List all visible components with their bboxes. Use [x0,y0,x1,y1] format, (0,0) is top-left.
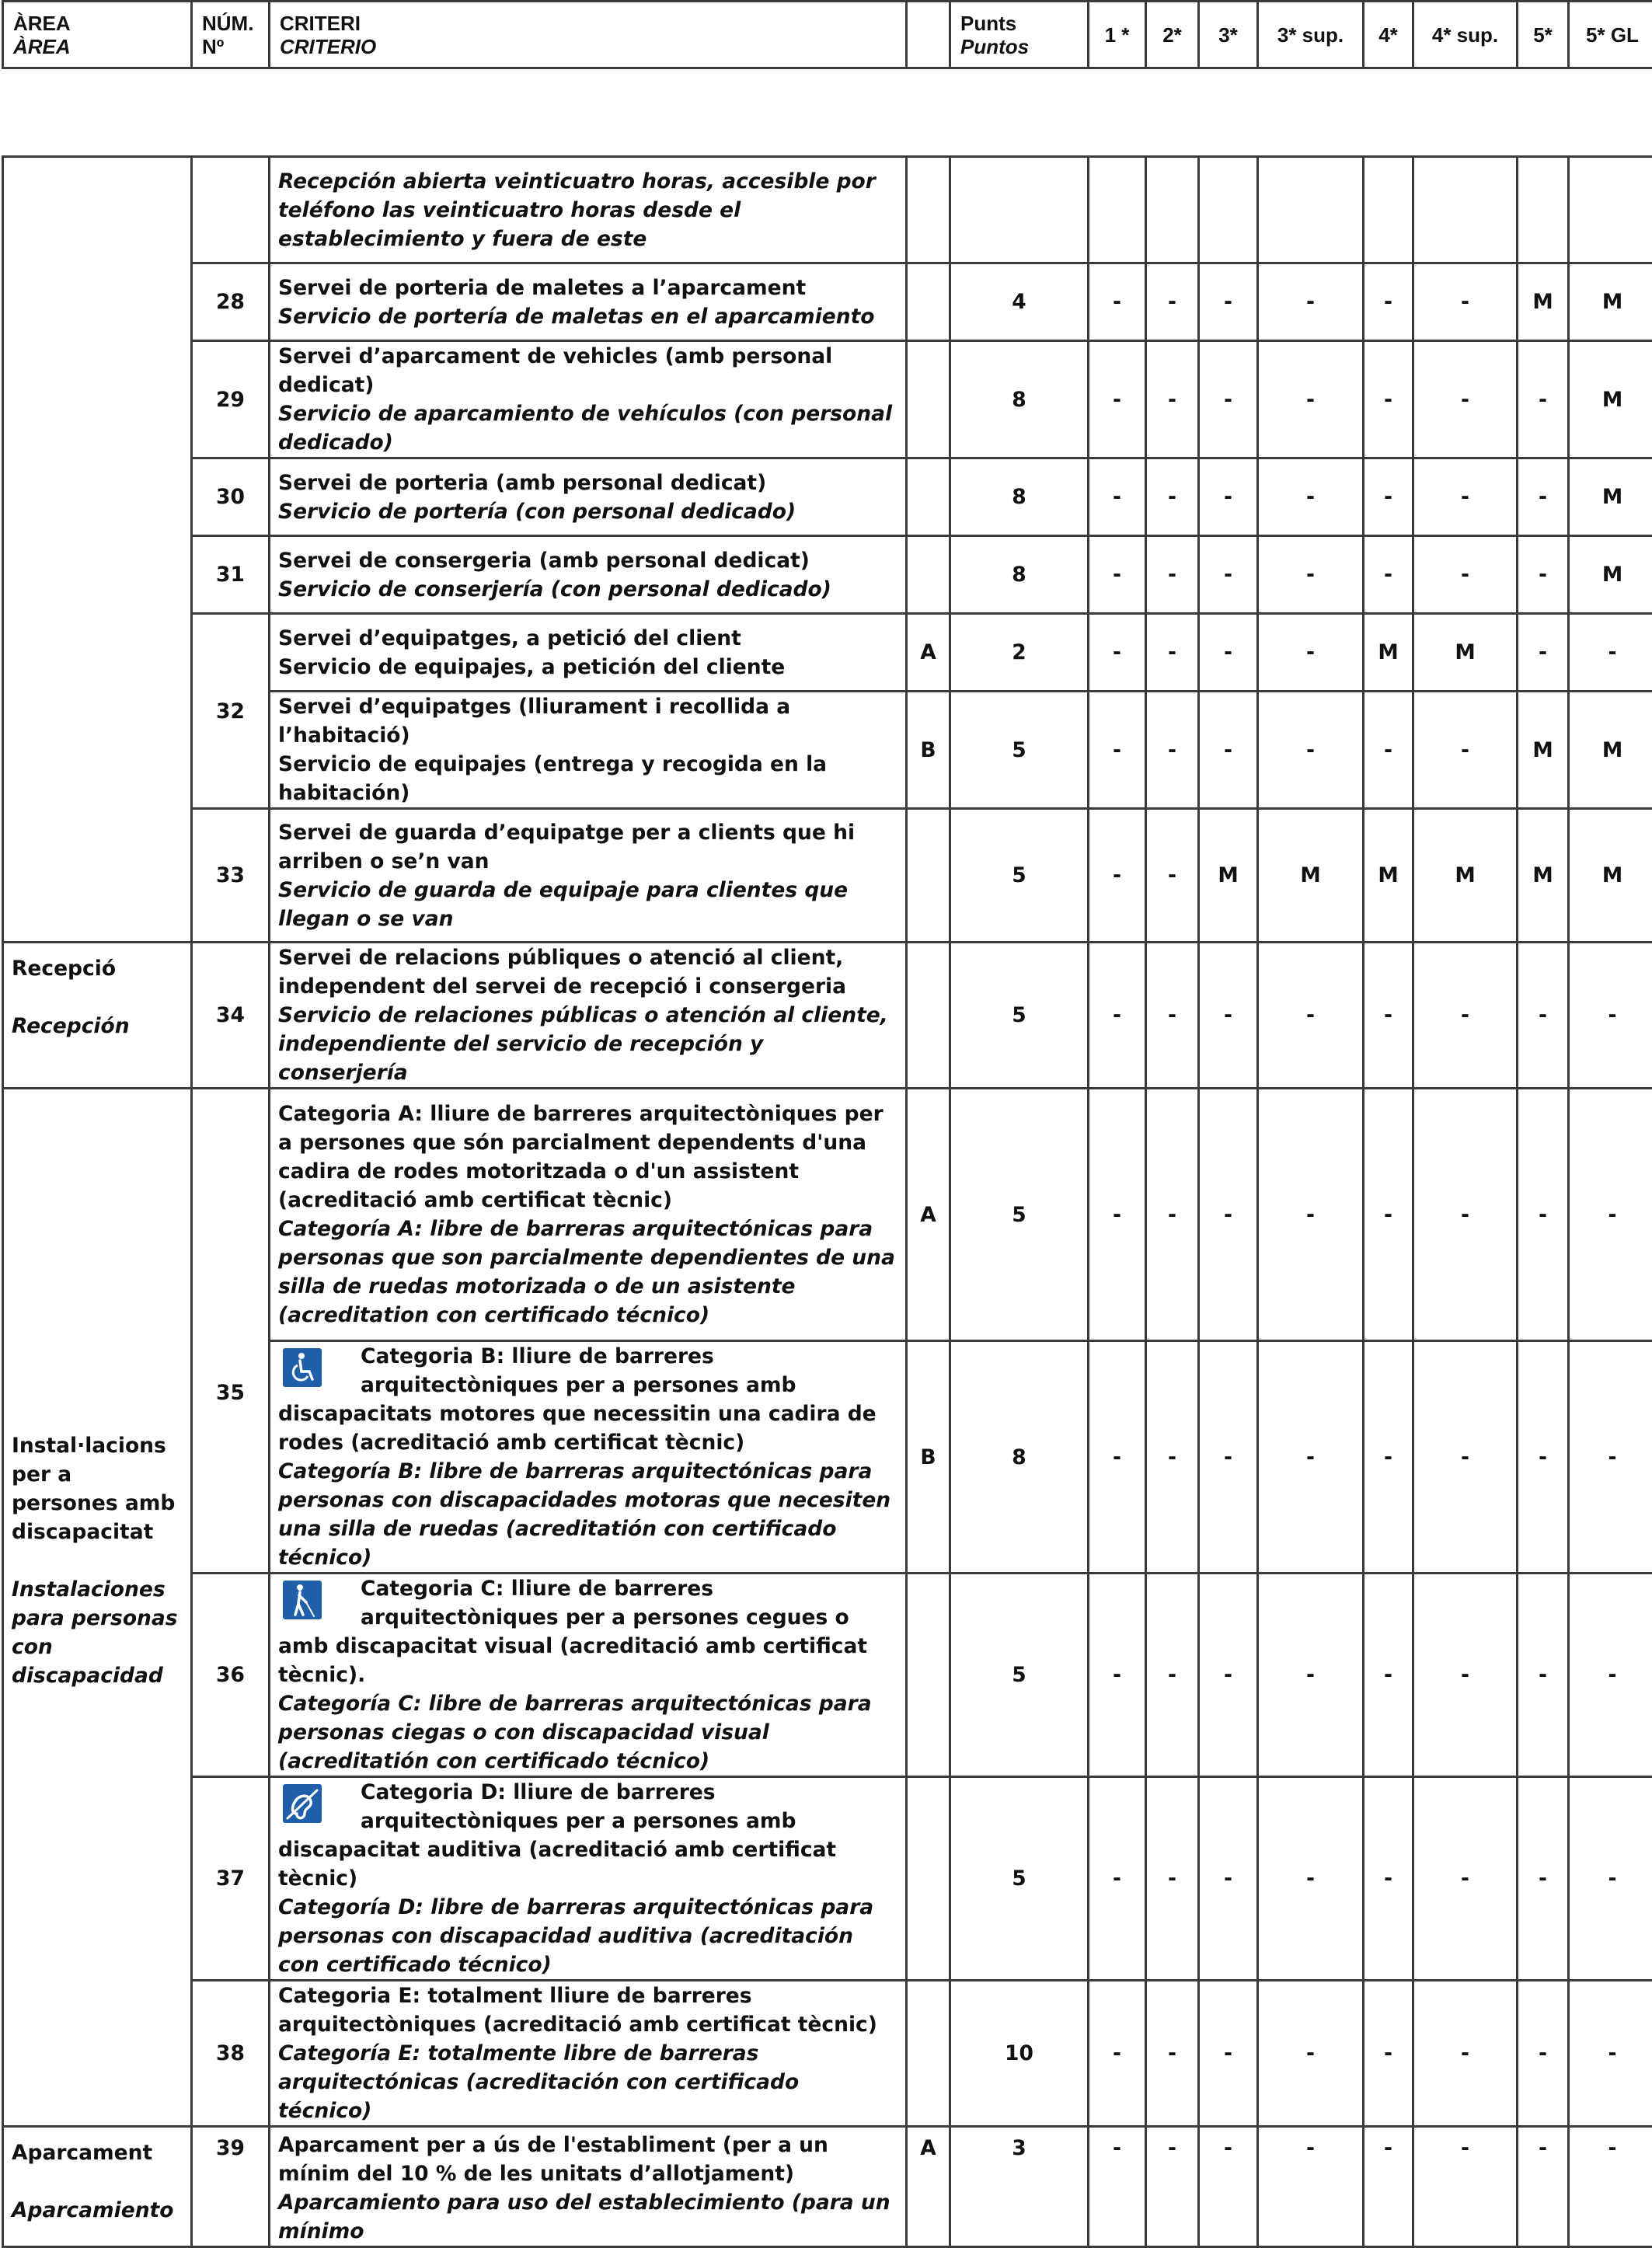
level-mark [1364,157,1413,263]
level-mark: - [1518,1574,1569,1777]
sub-category [907,458,950,536]
area-empty [3,157,192,943]
criterion-es: Servicio de equipajes (entrega y recogida en la habitación) [278,750,897,807]
header-star-3: 3* [1199,2,1258,68]
level-mark: - [1518,943,1569,1089]
table-row [3,1574,1652,1777]
header-num-ca: NÚM. [202,12,253,35]
level-mark: - [1146,341,1199,458]
criterion-ca: Servei d’aparcament de vehicles (amb personal dedicat) [278,342,897,399]
level-mark: - [1569,1089,1652,1341]
points-value: 5 [950,1574,1089,1777]
level-mark: - [1364,943,1413,1089]
level-mark: M [1569,536,1652,614]
level-mark: M [1518,692,1569,809]
sub-category [907,263,950,341]
criterion-text [270,1089,907,1341]
sub-category [907,536,950,614]
header-crit-ca: CRITERI [280,12,361,35]
level-mark: - [1146,1089,1199,1341]
table-row [3,341,1652,458]
level-mark: - [1258,614,1364,692]
criterion-es: Categoría A: libre de barreras arquitectónicas para personas que son parcialmente dependientes de una silla de ruedas motorizada o de un asistente (acreditation con certificado técnico) [278,1215,897,1330]
criterion-text [270,341,907,458]
level-mark: - [1258,2127,1364,2247]
level-mark: - [1089,341,1146,458]
criterion-es: Categoría C: libre de barreras arquitectónicas para personas ciegas o con discapacidad visual (acreditatión con certificado técnico) [278,1689,897,1776]
row-number [192,157,270,263]
level-mark: - [1146,458,1199,536]
area-reception-ca: Recepció [12,954,183,983]
wheelchair-icon [283,1348,322,1387]
table-row [3,943,1652,1089]
level-mark: - [1089,614,1146,692]
points-value: 3 [950,2127,1089,2247]
points-value: 8 [950,341,1089,458]
level-mark: - [1089,1341,1146,1574]
criterion-es: Categoría D: libre de barreras arquitectónicas para personas con discapacidad auditiva (acreditación con certificado técnico) [278,1893,897,1979]
header-star-4-sup: 4* sup. [1413,2,1518,68]
criterion-text [270,2127,907,2247]
level-mark: - [1199,614,1258,692]
area-disability [3,1089,192,2127]
level-mark [1146,157,1199,263]
level-mark: - [1199,1089,1258,1341]
sub-category: B [907,692,950,809]
points-value: 8 [950,1341,1089,1574]
level-mark: - [1258,1089,1364,1341]
level-mark: - [1569,1574,1652,1777]
level-mark: - [1258,943,1364,1089]
level-mark: - [1364,263,1413,341]
level-mark: - [1089,943,1146,1089]
header-num-es: Nº [202,35,224,58]
level-mark: - [1413,341,1518,458]
level-mark: M [1518,263,1569,341]
hearing-loop-icon [283,1784,322,1823]
criterion-text [270,1341,907,1574]
level-mark: - [1413,943,1518,1089]
area-reception-es: Recepción [12,1012,183,1040]
header-star-5-gl: 5* GL [1569,2,1652,68]
sub-category [907,157,950,263]
level-mark [1199,157,1258,263]
level-mark: - [1146,536,1199,614]
criteria-table [2,155,1652,2248]
level-mark: - [1518,1777,1569,1981]
points-value [950,157,1089,263]
sub-category [907,809,950,943]
level-mark: - [1258,263,1364,341]
points-value: 5 [950,1777,1089,1981]
criterion-es: Recepción abierta veinticuatro horas, accesible por teléfono las veinticuatro horas desde el establecimiento y fuera de este [278,167,897,253]
level-mark: - [1199,1341,1258,1574]
level-mark: M [1569,341,1652,458]
criterion-es: Servicio de equipajes, a petición del cliente [278,653,897,681]
level-mark: M [1199,809,1258,943]
table-row [3,1089,1652,1341]
table-row [3,809,1652,943]
header-star-4: 4* [1364,2,1413,68]
header-criteria [270,2,907,68]
table-row [3,458,1652,536]
criterion-text [270,1777,907,1981]
level-mark: - [1569,2127,1652,2247]
criterion-ca: Categoria C: lliure de barreres arquitectòniques per a persones cegues o amb discapacitat visual (acreditació amb certificat tècnic). [278,1574,897,1689]
level-mark: - [1146,943,1199,1089]
level-mark: - [1089,1089,1146,1341]
level-mark: - [1364,692,1413,809]
criterion-ca: Categoria E: totalment lliure de barreres arquitectòniques (acreditació amb certificat tècnic) [278,1981,897,2039]
level-mark: - [1518,536,1569,614]
sub-category [907,943,950,1089]
level-mark: - [1258,458,1364,536]
table-row [3,1777,1652,1981]
sub-category: B [907,1341,950,1574]
criterion-text [270,157,907,263]
level-mark: - [1413,1341,1518,1574]
criterion-es: Aparcamiento para uso del establecimiento (para un mínimo [278,2188,897,2246]
row-number: 29 [192,341,270,458]
sub-category [907,341,950,458]
level-mark: - [1413,2127,1518,2247]
area-parking-ca: Aparcament [12,2138,183,2167]
points-value: 8 [950,536,1089,614]
criterion-text [270,614,907,692]
level-mark: - [1413,1574,1518,1777]
level-mark: - [1413,692,1518,809]
level-mark: - [1413,536,1518,614]
criterion-ca: Servei d’equipatges, a petició del client [278,624,897,653]
table-row [3,536,1652,614]
level-mark: - [1258,1574,1364,1777]
row-number: 33 [192,809,270,943]
row-number: 38 [192,1981,270,2127]
level-mark: M [1413,809,1518,943]
sub-category [907,1777,950,1981]
level-mark: - [1199,341,1258,458]
criterion-es: Servicio de guarda de equipaje para clientes que llegan o se van [278,876,897,933]
level-mark: - [1569,1777,1652,1981]
criterion-ca: Aparcament per a ús de l'establiment (per a un mínim del 10 % de les unitats d’allotjament) [278,2131,897,2188]
level-mark: - [1518,1981,1569,2127]
criterion-es: Servicio de portería (con personal dedicado) [278,497,897,526]
level-mark [1569,157,1652,263]
criterion-ca: Servei de relacions públiques o atenció al client, independent del servei de recepció i consergeria [278,943,897,1001]
area-disability-ca: Instal·lacions per a persones amb discapacitat [12,1431,183,1546]
header-star-1: 1 * [1089,2,1146,68]
criterion-ca: Servei de porteria de maletes a l’aparcament [278,274,897,302]
level-mark: - [1199,1574,1258,1777]
level-mark [1089,157,1146,263]
points-value: 5 [950,943,1089,1089]
level-mark: - [1364,1981,1413,2127]
level-mark: - [1413,1777,1518,1981]
criterion-ca: Servei d’equipatges (lliurament i recollida a l’habitació) [278,692,897,750]
level-mark: - [1146,614,1199,692]
level-mark: - [1364,536,1413,614]
level-mark: - [1146,2127,1199,2247]
level-mark: - [1518,341,1569,458]
level-mark: - [1258,341,1364,458]
header-table [2,0,1652,69]
sub-category: A [907,1089,950,1341]
area-disability-es: Instalaciones para personas con discapacidad [12,1575,183,1690]
row-number: 35 [192,1089,270,1574]
level-mark: - [1146,809,1199,943]
criterion-text [270,263,907,341]
row-number: 28 [192,263,270,341]
criterion-es: Servicio de relaciones públicas o atención al cliente, independiente del servicio de recepción y conserjería [278,1001,897,1087]
level-mark: - [1518,1341,1569,1574]
level-mark: - [1364,341,1413,458]
level-mark: M [1413,614,1518,692]
level-mark: - [1413,458,1518,536]
level-mark: - [1089,692,1146,809]
points-value: 5 [950,809,1089,943]
level-mark: - [1258,536,1364,614]
level-mark: - [1199,263,1258,341]
sub-category [907,1981,950,2127]
level-mark: - [1199,458,1258,536]
level-mark [1518,157,1569,263]
table-row [3,614,1652,692]
points-value: 8 [950,458,1089,536]
level-mark [1258,157,1364,263]
level-mark [1413,157,1518,263]
criterion-text [270,692,907,809]
level-mark: M [1364,809,1413,943]
level-mark: - [1364,1777,1413,1981]
criterion-ca: Servei de guarda d’equipatge per a clients que hi arriben o se’n van [278,818,897,876]
header-star-3-sup: 3* sup. [1258,2,1364,68]
sub-category: A [907,614,950,692]
area-parking-es: Aparcamiento [12,2196,183,2225]
level-mark: M [1569,809,1652,943]
level-mark: - [1364,2127,1413,2247]
criterion-text [270,458,907,536]
level-mark: - [1413,1981,1518,2127]
level-mark: - [1258,692,1364,809]
level-mark: - [1364,458,1413,536]
level-mark: - [1258,1777,1364,1981]
criterion-ca: Servei de consergeria (amb personal dedicat) [278,546,897,575]
row-number: 36 [192,1574,270,1777]
sub-category [907,1574,950,1777]
level-mark: - [1089,1574,1146,1777]
criterion-es: Servicio de aparcamiento de vehículos (con personal dedicado) [278,399,897,457]
criterion-ca: Categoria B: lliure de barreres arquitectòniques per a persones amb discapacitats motores que necessitin una cadira de rodes (acreditació amb certificat tècnic) [278,1342,897,1457]
level-mark: - [1089,809,1146,943]
row-number: 30 [192,458,270,536]
criterion-es: Categoría E: totalmente libre de barreras arquitectónicas (acreditación con certificado técnico) [278,2039,897,2125]
row-number: 31 [192,536,270,614]
points-value: 5 [950,1089,1089,1341]
level-mark: M [1258,809,1364,943]
header-num [192,2,270,68]
level-mark: - [1364,1574,1413,1777]
level-mark: - [1518,2127,1569,2247]
header-pts-es: Puntos [960,35,1079,58]
row-number: 39 [192,2127,270,2247]
level-mark: - [1089,1777,1146,1981]
level-mark: - [1199,536,1258,614]
header-crit-es: CRITERIO [280,35,897,58]
level-mark: M [1569,458,1652,536]
criterion-es: Servicio de conserjería (con personal dedicado) [278,575,897,604]
points-value: 5 [950,692,1089,809]
level-mark: - [1569,1981,1652,2127]
criterion-es: Servicio de portería de maletas en el aparcamiento [278,302,897,331]
area-reception [3,943,192,1089]
level-mark: - [1413,263,1518,341]
header-area-ca: ÀREA [13,12,71,35]
level-mark: - [1146,263,1199,341]
header-pts-ca: Punts [960,12,1016,35]
table-row [3,263,1652,341]
level-mark: - [1364,1341,1413,1574]
level-mark: - [1569,1341,1652,1574]
sub-category: A [907,2127,950,2247]
criterion-ca: Categoria A: lliure de barreres arquitectòniques per a persones que són parcialment dependents d'una cadira de rodes motoritzada o d'un assistent (acreditació amb certificat tècnic) [278,1100,897,1215]
level-mark: - [1089,1981,1146,2127]
criterion-text [270,809,907,943]
level-mark: - [1199,1981,1258,2127]
level-mark: - [1146,1777,1199,1981]
level-mark: - [1089,263,1146,341]
header-star-5: 5* [1518,2,1569,68]
level-mark: - [1146,692,1199,809]
level-mark: - [1199,2127,1258,2247]
blind-person-icon [283,1581,322,1619]
level-mark: - [1199,1777,1258,1981]
level-mark: - [1146,1341,1199,1574]
level-mark: - [1089,536,1146,614]
criterion-ca: Categoria D: lliure de barreres arquitectòniques per a persones amb discapacitat auditiva (acreditació amb certificat tècnic) [278,1778,897,1893]
header-points [950,2,1089,68]
row-number: 37 [192,1777,270,1981]
level-mark: M [1569,263,1652,341]
criterion-text [270,1574,907,1777]
level-mark: - [1518,614,1569,692]
level-mark: - [1518,1089,1569,1341]
level-mark: M [1518,809,1569,943]
criterion-text [270,1981,907,2127]
criterion-es: Categoría B: libre de barreras arquitectónicas para personas con discapacidades motoras que necesiten una silla de ruedas (acreditatión con certificado técnico) [278,1457,897,1572]
header-area-es: ÀREA [13,35,183,58]
level-mark: - [1258,1341,1364,1574]
header-sub [907,2,950,68]
criterion-ca: Servei de porteria (amb personal dedicat) [278,469,897,497]
level-mark: - [1089,458,1146,536]
level-mark: - [1364,1089,1413,1341]
header-area [3,2,192,68]
row-number: 34 [192,943,270,1089]
level-mark: - [1569,943,1652,1089]
table-row [3,2127,1652,2247]
header-star-2: 2* [1146,2,1199,68]
points-value: 10 [950,1981,1089,2127]
level-mark: - [1199,943,1258,1089]
points-value: 4 [950,263,1089,341]
level-mark: - [1518,458,1569,536]
level-mark: M [1569,692,1652,809]
level-mark: - [1413,1089,1518,1341]
area-parking [3,2127,192,2247]
level-mark: - [1199,692,1258,809]
table-row [3,1981,1652,2127]
level-mark: - [1569,614,1652,692]
criterion-text [270,536,907,614]
level-mark: - [1146,1574,1199,1777]
level-mark: - [1146,1981,1199,2127]
level-mark: - [1258,1981,1364,2127]
criterion-text [270,943,907,1089]
points-value: 2 [950,614,1089,692]
level-mark: - [1089,2127,1146,2247]
table-row [3,157,1652,263]
row-number: 32 [192,614,270,809]
level-mark: M [1364,614,1413,692]
